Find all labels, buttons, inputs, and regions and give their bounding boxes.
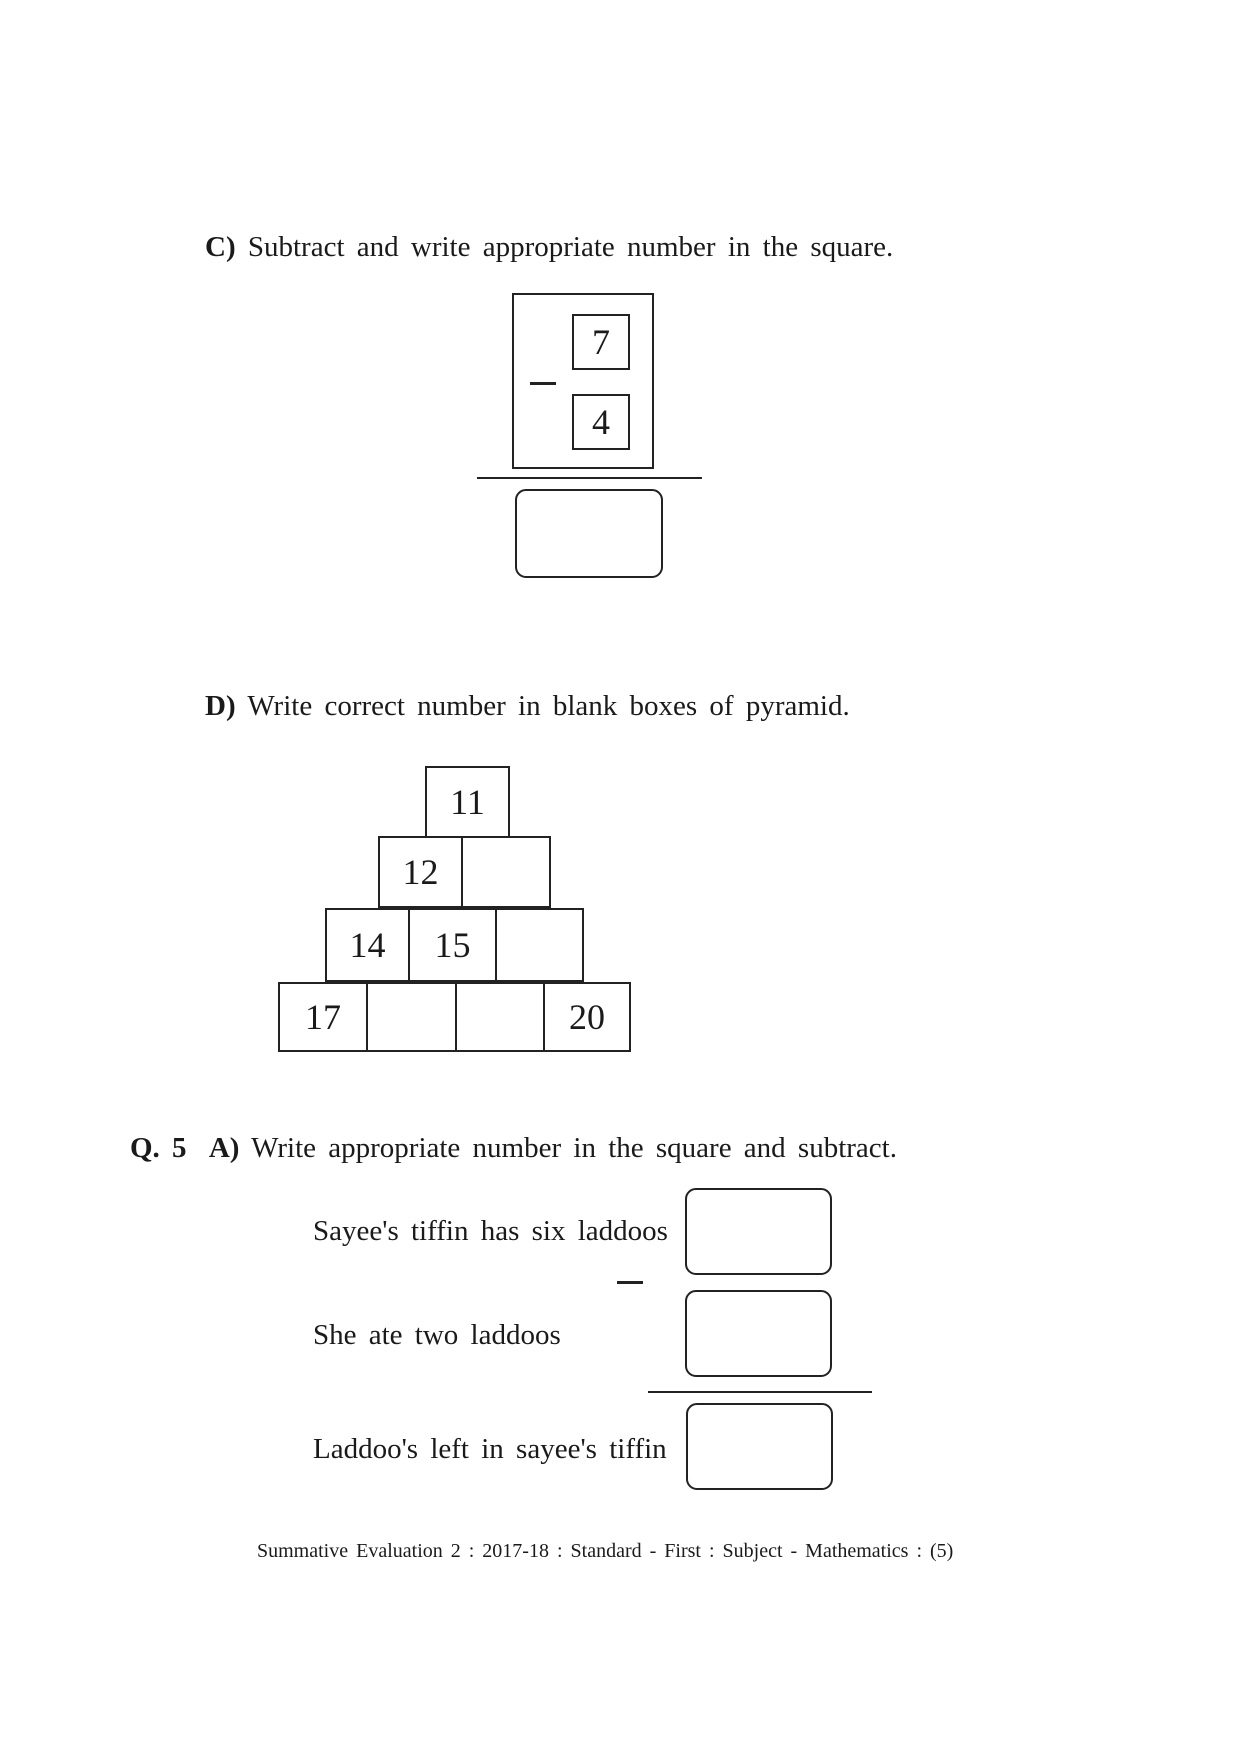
section-d-heading [205, 692, 850, 721]
pyramid-blank-cell[interactable] [455, 982, 545, 1052]
section-c-instruction: Subtract and write appropriate number in the square. [247, 231, 894, 263]
pyramid-blank-cell[interactable] [461, 836, 551, 908]
q5-number: Q. 5 [130, 1132, 187, 1164]
section-c-heading [205, 233, 893, 262]
pyramid-cell: 14 [325, 908, 410, 982]
section-d-label: D) [205, 690, 236, 722]
minuend-box: 7 [572, 314, 630, 370]
pyramid-cell: 20 [543, 982, 631, 1052]
q5-instruction: Write appropriate number in the square and subtract. [251, 1132, 897, 1164]
q5-row-text: She ate two laddoos [313, 1319, 561, 1351]
q5-minus-sign [617, 1281, 643, 1284]
section-c-label: C) [205, 231, 236, 263]
answer-box[interactable] [515, 489, 663, 578]
q5-heading [130, 1134, 897, 1163]
pyramid-cell: 12 [378, 836, 463, 908]
pyramid-cell: 15 [408, 908, 497, 982]
section-d-instruction: Write correct number in blank boxes of pyramid. [247, 690, 850, 722]
pyramid-blank-cell[interactable] [366, 982, 457, 1052]
q5-answer-box[interactable] [685, 1188, 832, 1275]
pyramid-cell: 11 [425, 766, 510, 838]
subtrahend-box: 4 [572, 394, 630, 450]
q5-result-line [648, 1391, 872, 1393]
result-line [477, 477, 702, 479]
q5-row-text: Laddoo's left in sayee's tiffin [313, 1433, 667, 1465]
q5-answer-box[interactable] [686, 1403, 833, 1490]
pyramid-cell: 17 [278, 982, 368, 1052]
q5-row-text: Sayee's tiffin has six laddoos [313, 1215, 668, 1247]
minus-sign [530, 382, 556, 385]
q5-answer-box[interactable] [685, 1290, 832, 1377]
page-footer: Summative Evaluation 2 : 2017-18 : Standard - First : Subject - Mathematics : (5) [257, 1540, 954, 1562]
pyramid-blank-cell[interactable] [495, 908, 584, 982]
q5-label: A) [208, 1132, 240, 1164]
